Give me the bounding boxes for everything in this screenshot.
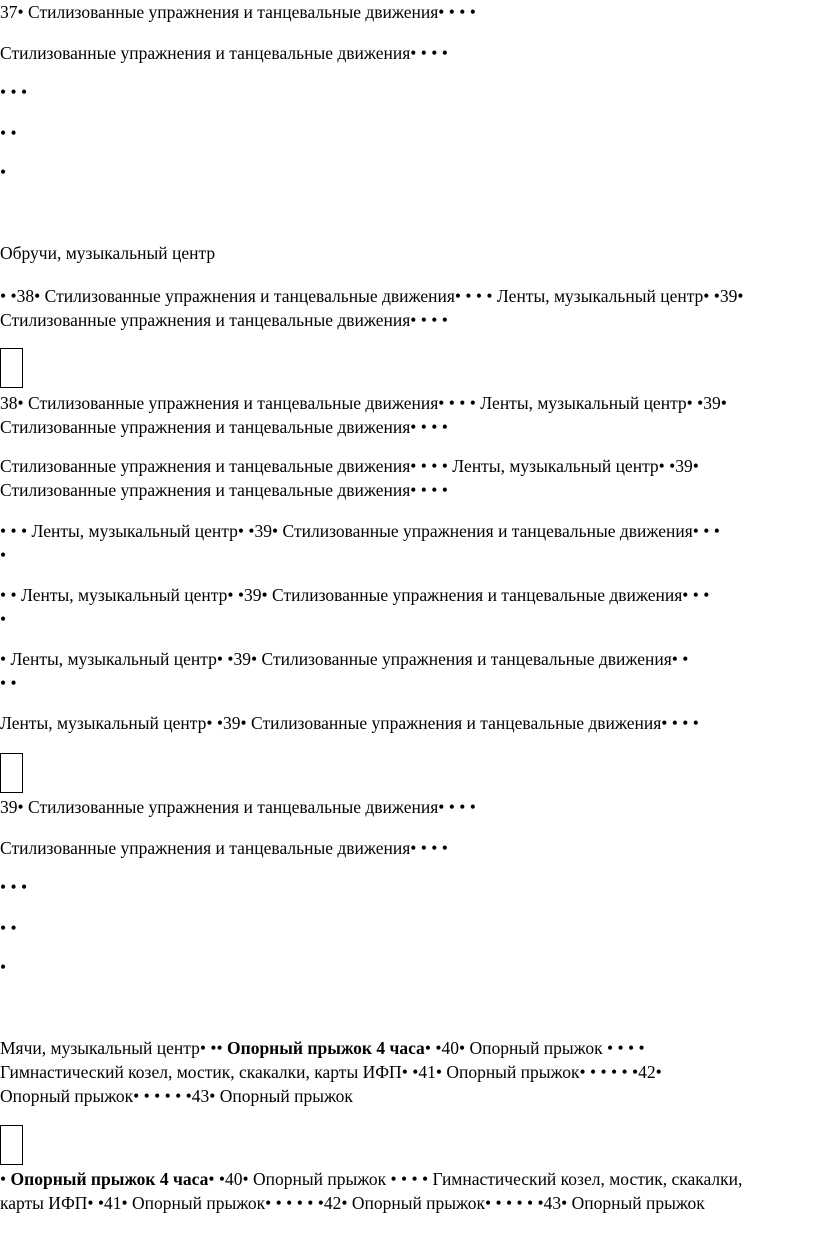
text-segment: • bbox=[0, 1169, 11, 1189]
text-block: • • • Ленты, музыкальный центр• •39• Стилизованные упражнения и танцевальные движения• • • • bbox=[0, 521, 720, 565]
text-block: 37• Стилизованные упражнения и танцевальные движения• • • • bbox=[0, 2, 476, 22]
text-block: • •38• Стилизованные упражнения и танцевальные движения• • • • Ленты, музыкальный центр• •39• Стилизованные упражнения и танцевальные движения• • • • bbox=[0, 286, 744, 330]
text-block: • Ленты, музыкальный центр• •39• Стилизованные упражнения и танцевальные движения• • • • bbox=[0, 649, 689, 693]
text-block: Обручи, музыкальный центр bbox=[0, 243, 216, 263]
text-block: • • • bbox=[0, 82, 28, 102]
text-block bbox=[0, 1036, 720, 1108]
text-block: • bbox=[0, 957, 7, 977]
text-segment: • •40• Опорный прыжок • • • • Гимнастический козел, мостик, скакалки, карты ИФП• •41• Опорный прыжок• • • • • •42• Опорный прыжок• • • • • •43• Опорный прыжок bbox=[0, 1169, 743, 1213]
text-block: • • • bbox=[0, 877, 28, 897]
bold-heading: Опорный прыжок 4 часа bbox=[10, 1169, 209, 1189]
text-block: Ленты, музыкальный центр• •39• Стилизованные упражнения и танцевальные движения• • • • bbox=[0, 713, 699, 733]
text-block: • • bbox=[0, 123, 17, 143]
bold-heading: Опорный прыжок 4 часа bbox=[227, 1038, 425, 1058]
text-block: • • bbox=[0, 918, 17, 938]
empty-box bbox=[0, 348, 23, 388]
text-segment: Мячи, музыкальный центр• •• bbox=[0, 1038, 227, 1058]
text-block bbox=[0, 1167, 790, 1215]
empty-box bbox=[0, 753, 23, 793]
text-block: 38• Стилизованные упражнения и танцевальные движения• • • • Ленты, музыкальный центр• •39• Стилизованные упражнения и танцевальные движения• • • • bbox=[0, 393, 727, 437]
text-block: • bbox=[0, 162, 7, 182]
text-block: Стилизованные упражнения и танцевальные движения• • • • Ленты, музыкальный центр• •39• Стилизованные упражнения и танцевальные движения• • • • bbox=[0, 456, 699, 500]
empty-box bbox=[0, 1125, 23, 1165]
text-segment: • •40• Опорный прыжок • • • • Гимнастический козел, мостик, скакалки, карты ИФП• •41• Опорный прыжок• • • • • •42• Опорный прыжок• • • • • •43• Опорный прыжок bbox=[0, 1038, 662, 1106]
text-block: Стилизованные упражнения и танцевальные движения• • • • bbox=[0, 838, 448, 858]
text-block: Стилизованные упражнения и танцевальные движения• • • • bbox=[0, 43, 448, 63]
text-block: • • Ленты, музыкальный центр• •39• Стилизованные упражнения и танцевальные движения• • • • bbox=[0, 585, 710, 629]
text-block: 39• Стилизованные упражнения и танцевальные движения• • • • bbox=[0, 797, 476, 817]
